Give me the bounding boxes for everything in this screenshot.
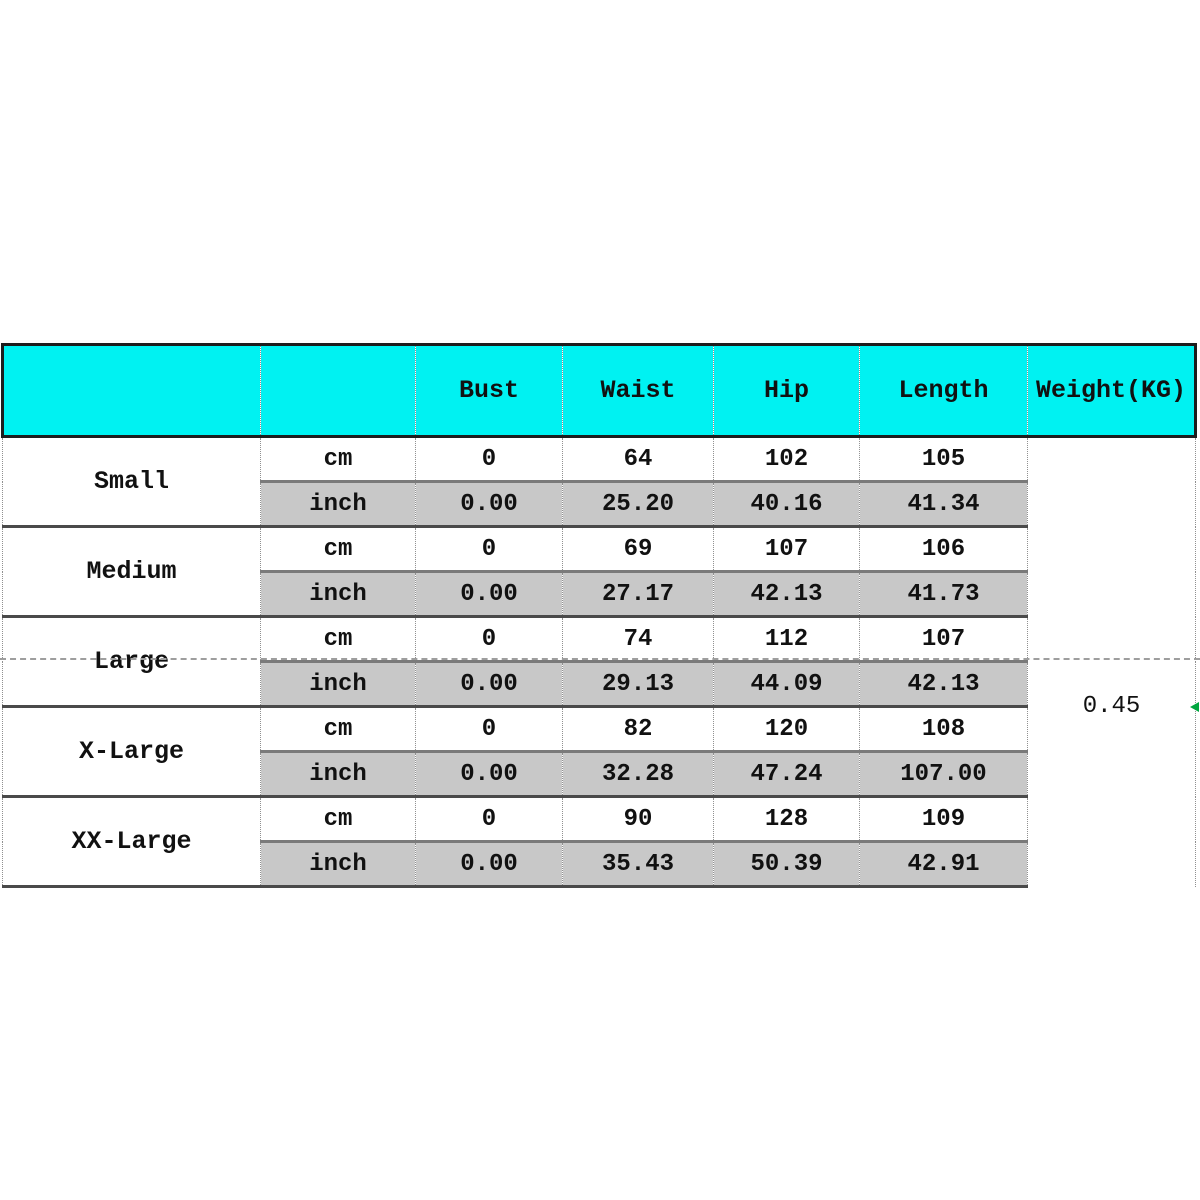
- value-small-inch-hip: 40.16: [714, 482, 860, 527]
- value-medium-inch-waist: 27.17: [563, 572, 714, 617]
- value-xx-large-cm-waist: 90: [563, 797, 714, 842]
- size-row-small-cm: [3, 437, 1196, 482]
- value-large-cm-waist: 74: [563, 617, 714, 662]
- unit-label-cm: cm: [261, 617, 416, 662]
- value-small-inch-length: 41.34: [860, 482, 1028, 527]
- value-large-cm-bust: 0: [416, 617, 563, 662]
- value-x-large-cm-hip: 120: [714, 707, 860, 752]
- value-x-large-inch-length: 107.00: [860, 752, 1028, 797]
- value-xx-large-cm-hip: 128: [714, 797, 860, 842]
- unit-label-inch: inch: [261, 842, 416, 887]
- value-small-cm-hip: 102: [714, 437, 860, 482]
- size-label-x-large: X-Large: [3, 707, 261, 797]
- header-cell-weight: Weight(KG): [1028, 345, 1196, 437]
- value-medium-inch-hip: 42.13: [714, 572, 860, 617]
- weight-cell: [1028, 437, 1196, 887]
- value-xx-large-inch-length: 42.91: [860, 842, 1028, 887]
- value-x-large-inch-hip: 47.24: [714, 752, 860, 797]
- size-row-large-cm: [3, 617, 1196, 662]
- value-medium-cm-waist: 69: [563, 527, 714, 572]
- unit-label-cm: cm: [261, 797, 416, 842]
- size-chart-table: [1, 343, 1197, 888]
- unit-label-inch: inch: [261, 572, 416, 617]
- size-label-medium: Medium: [3, 527, 261, 617]
- value-xx-large-inch-bust: 0.00: [416, 842, 563, 887]
- value-xx-large-cm-bust: 0: [416, 797, 563, 842]
- size-label-large: Large: [3, 617, 261, 707]
- value-large-cm-length: 107: [860, 617, 1028, 662]
- value-medium-inch-length: 41.73: [860, 572, 1028, 617]
- value-x-large-cm-length: 108: [860, 707, 1028, 752]
- unit-label-inch: inch: [261, 662, 416, 707]
- value-small-inch-waist: 25.20: [563, 482, 714, 527]
- size-label-small: Small: [3, 437, 261, 527]
- value-x-large-cm-bust: 0: [416, 707, 563, 752]
- value-small-cm-length: 105: [860, 437, 1028, 482]
- unit-label-cm: cm: [261, 437, 416, 482]
- header-cell-unit: [261, 345, 416, 437]
- header-cell-hip: Hip: [714, 345, 860, 437]
- value-x-large-cm-waist: 82: [563, 707, 714, 752]
- value-x-large-inch-bust: 0.00: [416, 752, 563, 797]
- unit-label-cm: cm: [261, 527, 416, 572]
- unit-label-inch: inch: [261, 482, 416, 527]
- value-large-inch-length: 42.13: [860, 662, 1028, 707]
- value-medium-cm-bust: 0: [416, 527, 563, 572]
- value-small-inch-bust: 0.00: [416, 482, 563, 527]
- header-cell-length: Length: [860, 345, 1028, 437]
- value-medium-cm-length: 106: [860, 527, 1028, 572]
- value-large-inch-hip: 44.09: [714, 662, 860, 707]
- weight-value: 0.45: [1082, 693, 1141, 720]
- value-xx-large-inch-waist: 35.43: [563, 842, 714, 887]
- value-small-cm-waist: 64: [563, 437, 714, 482]
- value-large-inch-bust: 0.00: [416, 662, 563, 707]
- value-medium-cm-hip: 107: [714, 527, 860, 572]
- value-small-cm-bust: 0: [416, 437, 563, 482]
- header-row: [3, 345, 1196, 437]
- value-medium-inch-bust: 0.00: [416, 572, 563, 617]
- size-row-x-large-cm: [3, 707, 1196, 752]
- header-cell-waist: Waist: [563, 345, 714, 437]
- header-cell-bust: Bust: [416, 345, 563, 437]
- value-large-inch-waist: 29.13: [563, 662, 714, 707]
- header-cell-size: [3, 345, 261, 437]
- value-xx-large-inch-hip: 50.39: [714, 842, 860, 887]
- value-x-large-inch-waist: 32.28: [563, 752, 714, 797]
- size-label-xx-large: XX-Large: [3, 797, 261, 887]
- value-xx-large-cm-length: 109: [860, 797, 1028, 842]
- green-marker-icon: [1190, 702, 1199, 712]
- value-large-cm-hip: 112: [714, 617, 860, 662]
- size-row-xx-large-cm: [3, 797, 1196, 842]
- unit-label-cm: cm: [261, 707, 416, 752]
- size-row-medium-cm: [3, 527, 1196, 572]
- unit-label-inch: inch: [261, 752, 416, 797]
